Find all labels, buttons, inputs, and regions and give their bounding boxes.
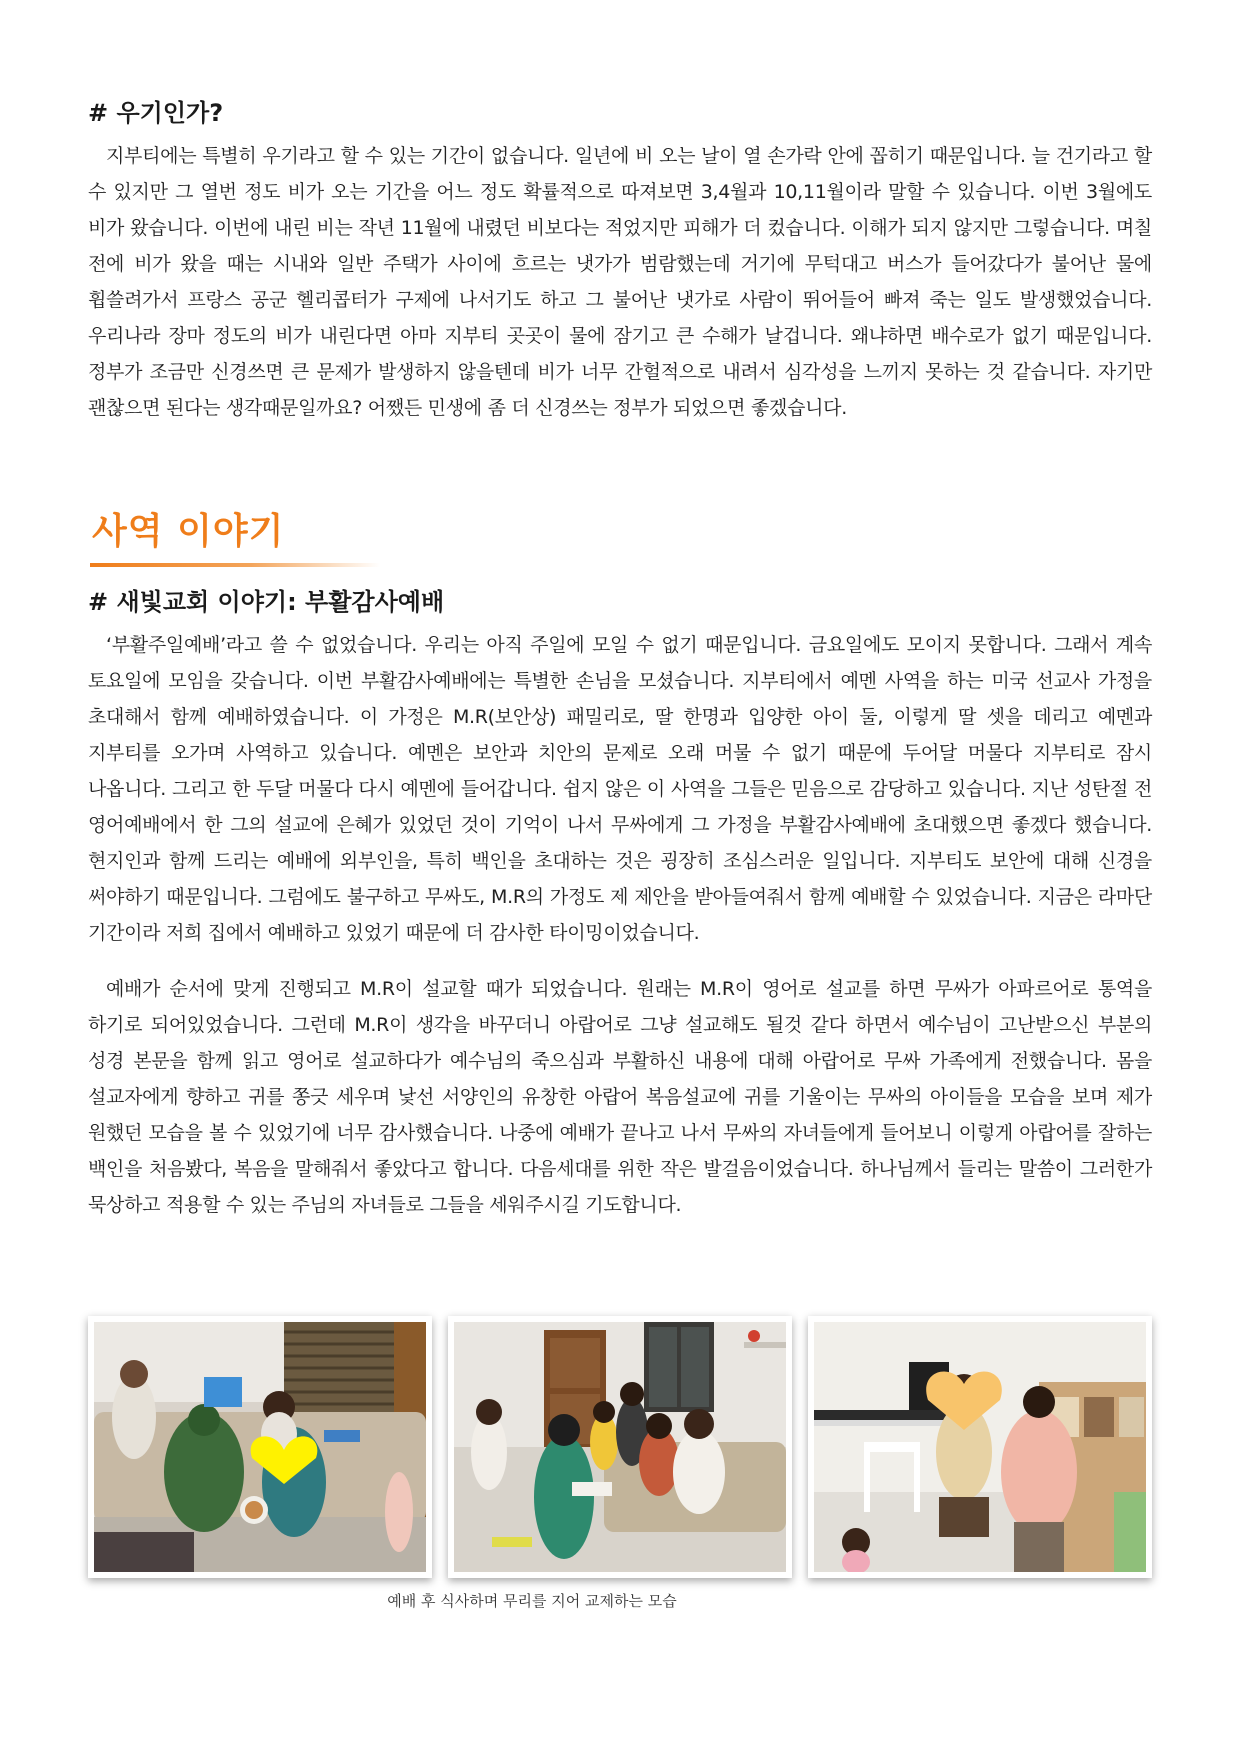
rain-section [88, 96, 1152, 426]
easter-service-paragraph-2: 예배가 순서에 맞게 진행되고 M.R이 설교할 때가 되었습니다. 원래는 M.R이 영어로 설교를 하면 무싸가 아파르어로 통역을 하기로 되어있었습니다. 그런데 M.R이 생각을 바꾸더니 아랍어로 그냥 설교해도 될것 같다 하면서 예수님이 고난받으신 부분의 성경 본문을 함께 읽고 영어로 설교하다가 예수님의 죽으심과 부활하신 내용에 대해 아랍어로 무싸 가족에게 전했습니다. 몸을 설교자에게 향하고 귀를 쫑긋 세우며 낯선 서양인의 유창한 아랍어 복음설교에 귀를 기울이는 무싸의 아이들을 모습을 보며 제가 원했던 모습을 볼 수 있었기에 너무 감사했습니다. 나중에 예배가 끝나고 나서 무싸의 자녀들에게 들어보니 이렇게 아랍어를 잘하는 백인을 처음봤다, 복음을 말해줘서 좋았다고 합니다. 다음세대를 위한 작은 발걸음이었습니다. 하나님께서 들리는 말씀이 그러한가 묵상하고 적용할 수 있는 주님의 자녀들로 그들을 세워주시길 기도합니다. [88, 978, 1152, 1216]
photo-caption: 예배 후 식사하며 무리를 지어 교제하는 모습 [387, 1592, 677, 1610]
rainy-season-heading: # 우기인가? [88, 99, 224, 127]
ministry-section-title: 사역 이야기 [92, 511, 285, 552]
fellowship-photo-2 [448, 1316, 792, 1578]
fellowship-photo-3 [808, 1316, 1152, 1578]
easter-service-paragraph-1: ‘부활주일예배’라고 쓸 수 없었습니다. 우리는 아직 주일에 모일 수 없기 때문입니다. 금요일에도 모이지 못합니다. 그래서 계속 토요일에 모임을 갖습니다. 이번 부활감사예배에는 특별한 손님을 모셨습니다. 지부티에서 예멘 사역을 하는 미국 선교사 가정을 초대해서 함께 예배하였습니다. 이 가정은 M.R(보안상) 패밀리로, 딸 한명과 입양한 아이 둘, 이렇게 딸 셋을 데리고 예멘과 지부티를 오가며 사역하고 있습니다. 예멘은 보안과 치안의 문제로 오래 머물 수 없기 때문에 두어달 머물다 지부티로 잠시 나옵니다. 그리고 한 두달 머물다 다시 예멘에 들어갑니다. 쉽지 않은 이 사역을 그들은 믿음으로 감당하고 있습니다. 지난 성탄절 전 영어예배에서 한 그의 설교에 은혜가 있었던 것이 기억이 나서 무싸에게 그 가정을 부활감사예배에 초대했으면 좋겠다 했습니다. 현지인과 함께 드리는 예배에 외부인을, 특히 백인을 초대하는 것은 굉장히 조심스러운 일입니다. 지부티도 보안에 대해 신경을 써야하기 때문입니다. 그럼에도 불구하고 무싸도, M.R의 가정도 제 제안을 받아들여줘서 함께 예배할 수 있었습니다. 지금은 라마단 기간이라 저희 집에서 예배하고 있었기 때문에 더 감사한 타이밍이었습니다. [88, 634, 1152, 944]
fellowship-photo-1 [88, 1316, 432, 1578]
easter-service-section [88, 585, 1152, 1223]
photo-strip [88, 1316, 1152, 1586]
rainy-season-paragraph: 지부티에는 특별히 우기라고 할 수 있는 기간이 없습니다. 일년에 비 오는 날이 열 손가락 안에 꼽히기 때문입니다. 늘 건기라고 할 수 있지만 그 열번 정도 비가 오는 기간을 어느 정도 확률적으로 따져보면 3,4월과 10,11월이라 말할 수 있습니다. 이번 3월에도 비가 왔습니다. 이번에 내린 비는 작년 11월에 내렸던 비보다는 적었지만 피해가 더 컸습니다. 이해가 되지 않지만 그렇습니다. 며칠 전에 비가 왔을 때는 시내와 일반 주택가 사이에 흐르는 냇가가 범람했는데 거기에 무턱대고 버스가 들어갔다가 불어난 물에 휩쓸려가서 프랑스 공군 헬리콥터가 구제에 나서기도 하고 그 불어난 냇가로 사람이 뛰어들어 빠져 죽는 일도 발생했었습니다. 우리나라 장마 정도의 비가 내린다면 아마 지부티 곳곳이 물에 잠기고 큰 수해가 날겁니다. 왜냐하면 배수로가 없기 때문입니다. 정부가 조금만 신경쓰면 큰 문제가 발생하지 않을텐데 비가 너무 간헐적으로 내려서 심각성을 느끼지 못하는 것 같습니다. 자기만 괜찮으면 된다는 생각때문일까요? 어쨌든 민생에 좀 더 신경쓰는 정부가 되었으면 좋겠습니다. [88, 145, 1152, 419]
easter-service-heading: # 새빛교회 이야기: 부활감사예배 [88, 588, 445, 616]
section-title-underline [90, 563, 380, 567]
